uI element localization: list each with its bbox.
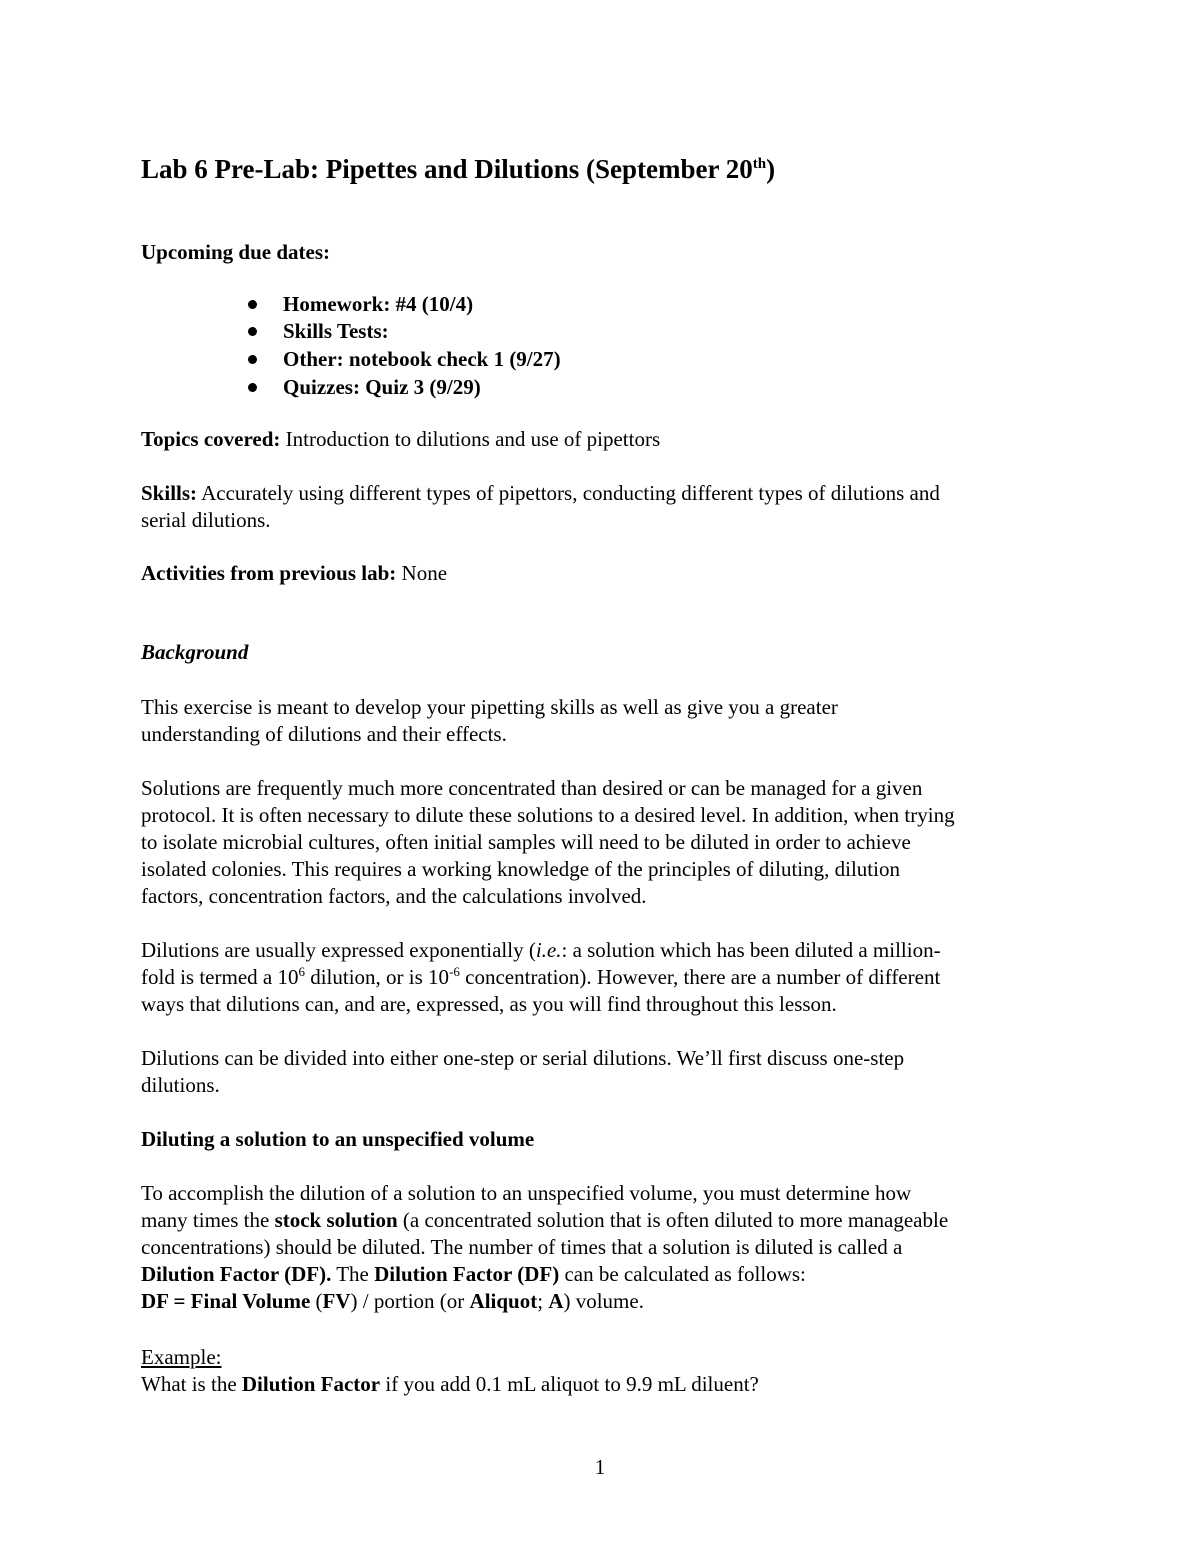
activities-label: Activities from previous lab: xyxy=(141,561,397,585)
paragraph-line: Dilution Factor (DF). The Dilution Factor (DF) can be calculated as follows: xyxy=(141,1262,806,1286)
activities-previous-lab: Activities from previous lab: None xyxy=(141,561,448,585)
due-item-skills-tests: Skills Tests: xyxy=(283,318,389,345)
skills-line-2: serial dilutions. xyxy=(141,508,271,532)
paragraph-line: fold is termed a $10^6$ dilution, or is $10^{-6}$ concentration). However, there are a number of different xyxy=(141,964,941,989)
example-label: Example: xyxy=(141,1345,222,1369)
paragraph-line: To accomplish the dilution of a solution to an unspecified volume, you must determine how xyxy=(141,1181,912,1205)
paragraph-line: understanding of dilutions and their effects. xyxy=(141,722,507,746)
page-number: 1 xyxy=(594,1455,606,1479)
dilution-factor-formula: DF = Final Volume (FV) / portion (or Aliquot; A) volume. xyxy=(141,1289,644,1313)
bullet-icon xyxy=(248,383,257,392)
bullet-icon xyxy=(248,300,257,309)
title-superscript: th xyxy=(752,156,767,172)
topics-text: Introduction to dilutions and use of pipettors xyxy=(280,427,661,451)
due-dates-heading: Upcoming due dates: xyxy=(141,240,331,264)
due-item-other: Other: notebook check 1 (9/27) xyxy=(283,346,561,373)
paragraph-line: many times the stock solution (a concentrated solution that is often diluted to more manageable xyxy=(141,1208,949,1232)
paragraph-line: Dilutions can be divided into either one-step or serial dilutions. We’ll first discuss one-step xyxy=(141,1046,905,1070)
bullet-icon xyxy=(248,327,257,336)
paragraph-line: This exercise is meant to develop your pipetting skills as well as give you a greater xyxy=(141,695,838,719)
skills-label: Skills: xyxy=(141,481,198,505)
paragraph-line: ways that dilutions can, and are, expressed, as you will find throughout this lesson. xyxy=(141,992,837,1016)
background-heading: Background xyxy=(141,640,249,664)
paragraph-line: isolated colonies. This requires a working knowledge of the principles of diluting, dilution xyxy=(141,857,900,881)
paragraph-line: concentrations) should be diluted. The number of times that a solution is diluted is called a xyxy=(141,1235,903,1259)
paragraph-line: factors, concentration factors, and the calculations involved. xyxy=(141,884,647,908)
paragraph-line: Dilutions are usually expressed exponentially (i.e.: a solution which has been diluted a million- xyxy=(141,938,941,962)
due-item-quizzes: Quizzes: Quiz 3 (9/29) xyxy=(283,374,481,401)
section-heading: Diluting a solution to an unspecified volume xyxy=(141,1127,535,1151)
title-text: Lab 6 Pre-Lab: Pipettes and Dilutions (September 20 xyxy=(141,154,753,184)
paragraph-line: to isolate microbial cultures, often initial samples will need to be diluted in order to achieve xyxy=(141,830,911,854)
topics-covered xyxy=(141,426,1061,453)
topics-label: Topics covered: xyxy=(141,427,281,451)
bullet-icon xyxy=(248,355,257,364)
paragraph-line: Solutions are frequently much more concentrated than desired or can be managed for a given xyxy=(141,776,923,800)
due-item-homework: Homework: #4 (10/4) xyxy=(283,291,473,318)
skills-line-1: Skills: Accurately using different types of pipettors, conducting different types of dilutions and xyxy=(141,481,940,505)
paragraph-line: dilutions. xyxy=(141,1073,220,1097)
page-title xyxy=(141,152,1061,186)
title-close: ) xyxy=(766,154,776,184)
example-question: What is the Dilution Factor if you add 0.1 mL aliquot to 9.9 mL diluent? xyxy=(141,1372,759,1396)
paragraph-line: protocol. It is often necessary to dilute these solutions to a desired level. In addition, when trying xyxy=(141,803,955,827)
